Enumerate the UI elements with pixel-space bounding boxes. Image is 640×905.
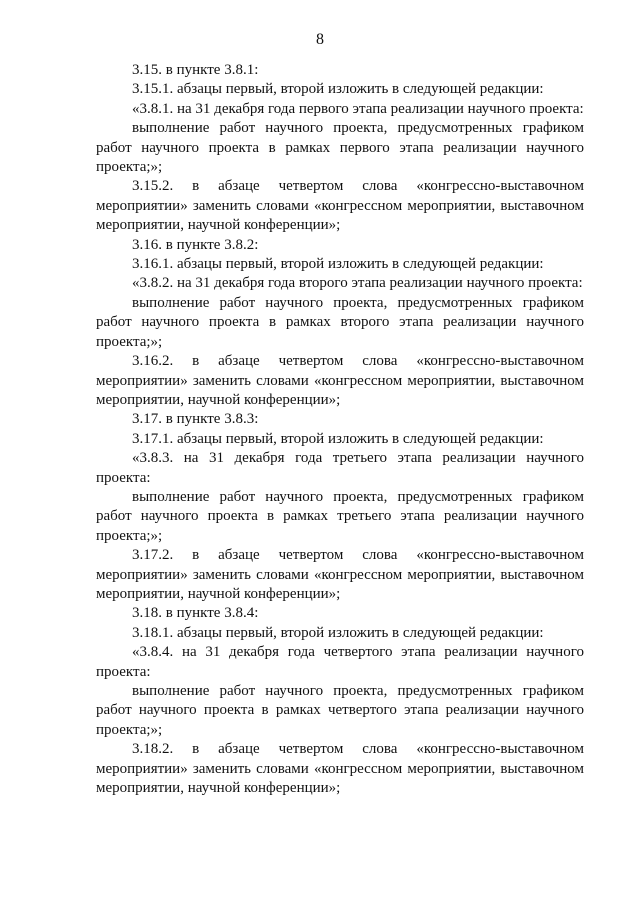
paragraph-3-15-1: 3.15.1. абзацы первый, второй изложить в следующей редакции:: [132, 81, 544, 98]
paragraph-3-16-2: 3.16.2. в абзаце четвертом слова «конгрессно-выставочном мероприятии» заменить словами «конгрессном мероприятии, выставочном мероприятии, научной конференции»;: [96, 353, 584, 408]
paragraph-3-8-4-quote: «3.8.4. на 31 декабря года четвертого этапа реализации научного проекта:: [96, 644, 584, 680]
paragraph-3-8-1-quote: «3.8.1. на 31 декабря года первого этапа реализации научного проекта:: [132, 100, 584, 117]
page-number: 8: [316, 31, 324, 48]
paragraph-3-18-1: 3.18.1. абзацы первый, второй изложить в следующей редакции:: [132, 624, 544, 641]
paragraph-3-15: 3.15. в пункте 3.8.1:: [132, 62, 259, 78]
paragraph-3-8-2-quote: «3.8.2. на 31 декабря года второго этапа реализации научного проекта:: [132, 275, 583, 292]
paragraph-3-15-2: 3.15.2. в абзаце четвертом слова «конгрессно-выставочном мероприятии» заменить словами «конгрессном мероприятии, выставочном мероприятии, научной конференции»;: [96, 178, 584, 234]
paragraph-3-8-1-works: выполнение работ научного проекта, предусмотренных графиком работ научного проекта в рамках первого этапа реализации научного проекта;»;: [96, 120, 584, 176]
paragraph-3-8-2-works: выполнение работ научного проекта, предусмотренных графиком работ научного проекта в рамках второго этапа реализации научного проекта;»;: [96, 294, 584, 350]
paragraph-3-8-4-works: выполнение работ научного проекта, предусмотренных графиком работ научного проекта в рамках четвертого этапа реализации научного проекта;»;: [96, 683, 584, 738]
paragraph-3-17-1: 3.17.1. абзацы первый, второй изложить в следующей редакции:: [132, 430, 544, 447]
paragraph-3-8-3-works: выполнение работ научного проекта, предусмотренных графиком работ научного проекта в рамках третьего этапа реализации научного проекта;»;: [96, 488, 584, 544]
paragraph-3-16-1: 3.16.1. абзацы первый, второй изложить в следующей редакции:: [132, 256, 544, 273]
paragraph-3-18-2: 3.18.2. в абзаце четвертом слова «конгрессно-выставочном мероприятии» заменить словами «конгрессном мероприятии, выставочном мероприятии, научной конференции»;: [96, 741, 584, 797]
paragraph-3-8-3-quote: «3.8.3. на 31 декабря года третьего этапа реализации научного проекта:: [96, 450, 584, 486]
document-body: [96, 61, 584, 798]
paragraph-3-17: 3.17. в пункте 3.8.3:: [132, 411, 259, 428]
paragraph-3-18: 3.18. в пункте 3.8.4:: [132, 605, 259, 622]
paragraph-3-16: 3.16. в пункте 3.8.2:: [132, 236, 259, 253]
paragraph-3-17-2: 3.17.2. в абзаце четвертом слова «конгрессно-выставочном мероприятии» заменить словами «конгрессном мероприятии, выставочном мероприятии, научной конференции»;: [96, 547, 584, 602]
